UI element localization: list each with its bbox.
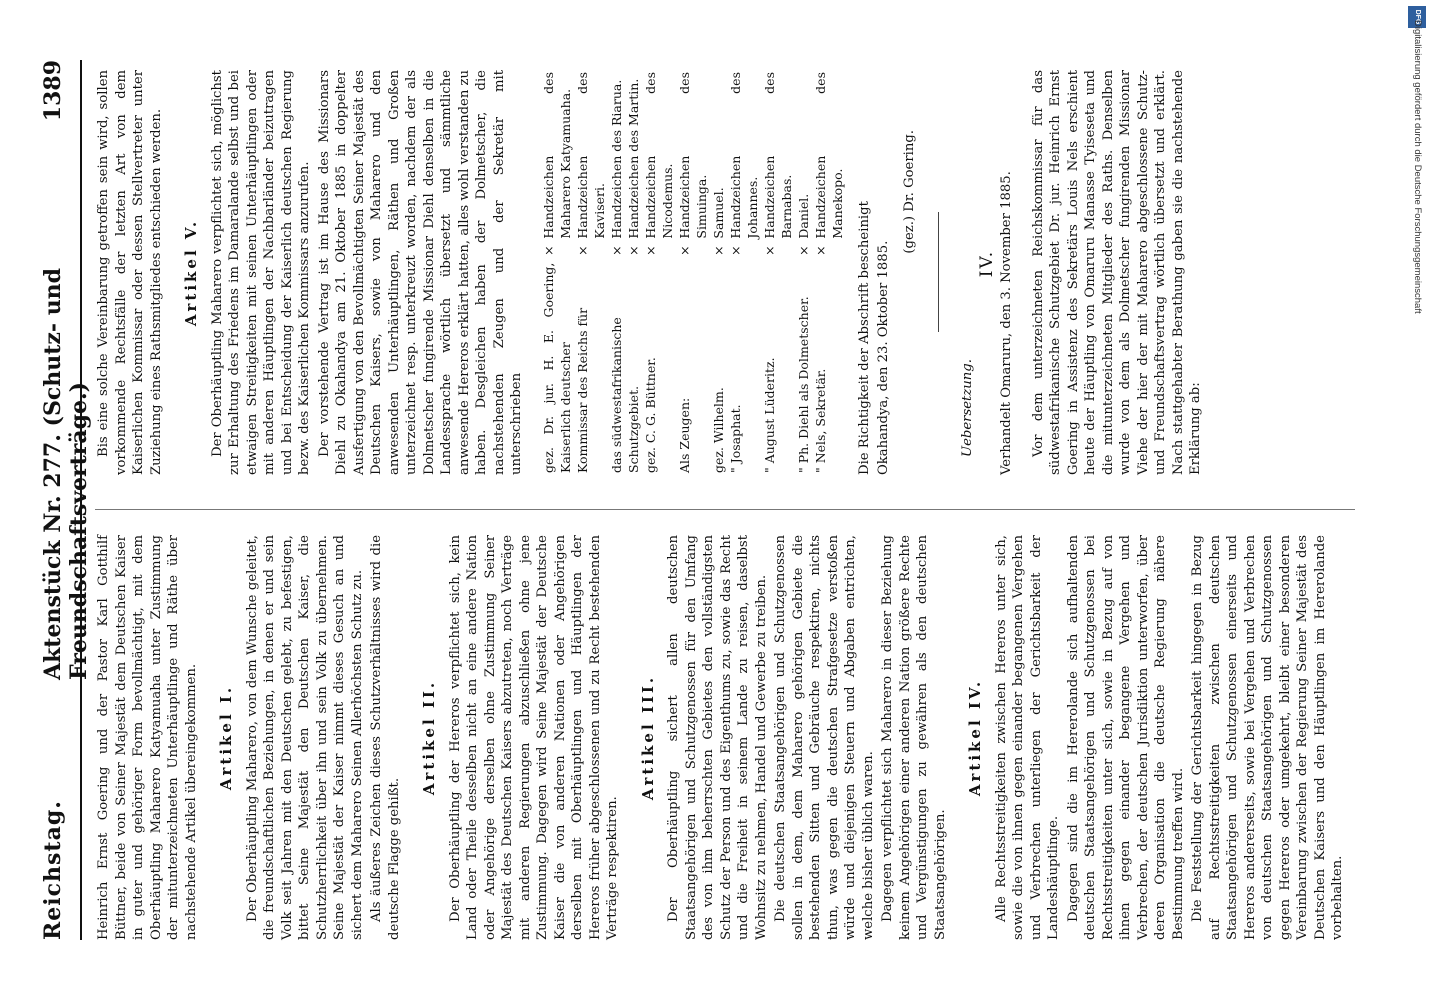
signature-row [676,70,710,475]
digitization-note-text: Digitalisierung gefördert durch die Deutsche Forschungsgemeinschaft [1412,20,1423,314]
article-4-paragraph: Alle Rechtsstreitigkeiten zwischen Hereros unter sich, sowie die von ihnen gegen einander begangenen Vergehen und Verbrechen unterliegen der Gerichtsbarkeit der Landeshäuptlinge. [993,535,1061,940]
cross-mark: × [676,245,692,256]
right-column [95,70,1207,475]
signatory-right: Handzeichen des Riarua. [608,79,624,239]
article-3-title: Artikel III. [638,674,657,801]
cross-mark: × [540,245,556,256]
column-divider [95,509,1355,510]
signatory-left: Schutzgebiet. [625,385,641,473]
article-3-paragraph: Dagegen verpflichtet sich Maharero in dieser Beziehung keinem Angehörigen einer anderen Nation größere Rechte und Vergünstigungen zu gewähren als den deutschen Staatsangehörigen. [880,535,948,940]
cross-mark: × [812,245,828,256]
article-1-paragraph: Der Oberhäuptling Maharero, von dem Wunsche geleitet, die freundschaftlichen Beziehungen, in denen er und sein Volk seit Jahren mit den Deutschen gelebt, zu befestigen, bittet Seine Majestät den Deutschen Kaiser, die Schutzherrlichkeit über ihn und sein Volk zu übernehmen. Seine Majestät der Kaiser nimmt dieses Gesuch an und sichert dem Maharero Seinen Allerhöchsten Schutz zu. [244,535,365,940]
article-5-paragraph: Der Oberhäuptling Maharero verpflichtet sich, möglichst zur Erhaltung des Friedens im Damaralande selbst und bei etwaigen Streitigkeiten mit seinen Unterhäuptlingen oder mit anderen Häuptlingen der Nachbarländer beizutragen und bei Entscheidung der Kaiserlich deutschen Regierung bezw. des Kaiserlichen Kommissars anzurufen. [209,70,312,475]
header-document-number: Aktenstück Nr. 277. [40,434,66,680]
intro-paragraph: Heinrich Ernst Goering und der Pastor Karl Gotthilf Büttner, beide von Seiner Majestät dem Deutschen Kaiser in guter und gehöriger Form bevollmächtigt, mit dem Oberhäuptling Maharero Katyamuaha unter Zustimmung der mitunterzeichneten Unterhäuptlinge und Räthe über nachstehende Artikel übereingekommen. [96,535,199,940]
signatory-left: gez. C. G. Büttner. [642,357,658,473]
signatory-right: Handzeichen des Kaviseri. [574,72,607,239]
section-iv-number: IV. [976,249,997,278]
certification-signature: (gez.) Dr. Goering. [901,130,917,254]
article-4-paragraph: Die Feststellung der Gerichtsbarkeit hingegen in Bezug auf Rechtsstreitigkeiten zwischen deutschen Staatsangehörigen und Schutzgenossen einerseits und Hereros andererseits, sowie bei Vergehen und Verbrechen von deutschen Staatsangehörigen und Schutzgenossen gegen Hereros oder umgekehrt, bleibt einer besonderen Vereinbarung zwischen der Regierung Seiner Majestät des Deutschen Kaisers und den Häuptlingen im Hererolande vorbehalten. [1190,535,1345,940]
signatory-right: Daniel. [795,193,811,239]
section-iv-paragraph: Vor dem unterzeichneten Reichskommissar für das südwestafrikanische Schutzgebiet Dr. jur. Heinrich Ernst Goering in Assistenz des Sekretärs Louis Nels erschient heute der Häuptling von Omaruru Manasse Tyiseseta und die mitunterzeichneten Mitglieder des Raths. Denselben wurde von dem als Dolmetscher fungirenden Missionar Viehe der hier der mit Maharero abgeschlossene Schutz- und Freundschaftsvertrag wörtlich übersetzt und erklärt. Nach stattgehabter Berathung gaben sie die nachstehende Erklärung ab: [1030,70,1203,475]
cross-mark: × [574,245,590,256]
dfg-logo-text: DFG [1414,9,1421,25]
signatory-right: Handzeichen des Barnabas. [761,72,794,239]
article-2-title: Artikel II. [420,679,438,796]
left-column [95,535,1349,940]
signature-row [812,70,846,475]
signatory-left: " August Lüderitz. [761,357,777,473]
signatory-left: das südwestafrikanische [608,317,624,473]
signatory-left: gez. Wilhelm. [710,387,726,473]
signature-row [727,70,761,475]
article-4-title: Artikel IV. [966,678,984,797]
header-middle [40,60,92,680]
signatory-right: Handzeichen des Simuinga. [676,72,709,239]
cross-mark: × [710,245,726,256]
signatory-right: Handzeichen des Nicodemus. [642,72,675,239]
section-divider [938,213,939,333]
article-3-paragraph: Die deutschen Staatsangehörigen und Schutzgenossen sollen in dem, dem Maharero gehörigen Gebiete die bestehenden Sitten und Gebräuche respektiren, nichts thun, was gegen die deutschen Strafgesetze verstoßen würde und diejenigen Steuern und Abgaben entrichten, welche bisher üblich waren. [773,535,876,940]
signature-row [574,70,608,475]
cross-mark: × [642,245,658,256]
signatory-left: " Ph. Diehl als Dolmetscher. [795,296,811,473]
article-5-paragraph: Der vorstehende Vertrag ist im Hause des Missionars Diehl zu Okahandya am 21. Oktober 1885 in doppelter Ausfertigung von den Bevollmächtigten Seiner Majestät des Deutschen Kaisers, sowie von Maharero und den anwesenden Unterhäuptlingen, Räthen und Großen unterzeichnet resp. unterkreuzt worden, nachdem der als Dolmetscher fungirende Missionar Diehl denselben in die Landessprache wörtlich übersetzt und sämmtliche anwesende Hereros erklärt hatten, alles wohl verstanden zu haben. Desgleichen haben der Dolmetscher, die nachstehenden Zeugen und der Sekretär mit unterschrieben [316,70,524,475]
article-3-paragraph: Der Oberhäuptling sichert allen deutschen Staatsangehörigen und Schutzgenossen für den Umfang des von ihm beherrschten Gebietes den vollständigsten Schutz der Person und des Eigenthums zu, sowie das Recht und die Freiheit in seinem Lande zu reisen, daselbst Wohnsitz zu nehmen, Handel und Gewerbe zu treiben. [666,535,769,940]
signatory-right: Handzeichen des Johannes. [727,72,760,239]
article-4-paragraph: Dagegen sind die im Hererolande sich aufhaltenden deutschen Staatsangehörigen und Schutzgenossen bei Rechtsstreitigkeiten unter sich, sowie in Bezug auf von ihnen gegen einander begangene Vergehen und Verbrechen, der deutschen Jurisdiktion unterworfen, über deren Organisation die deutsche Regierung nähere Bestimmung treffen wird. [1065,535,1186,940]
page-number: 1389 [40,60,66,122]
digitization-note [1408,20,1426,980]
cross-mark: × [727,245,743,256]
signatory-right: Samuel. [710,187,726,239]
continuation-paragraph: Bis eine solche Vereinbarung getroffen sein wird, sollen vorkommende Rechtsfälle der letzten Art von dem Kaiserlichen Kommissar oder dessen Stellvertreter unter Zuziehung eines Rathsmitgliedes entschieden werden. [96,70,164,475]
signature-row [710,70,727,475]
header-left: Reichstag. [40,800,66,940]
signature-row [642,70,676,475]
article-5-title: Artikel V. [182,218,200,327]
certification-text: Die Richtigkeit der Abschrift bescheinigt [856,201,872,475]
cross-mark: × [608,245,624,256]
signatory-left: Kommissar des Reichs für [574,307,590,473]
verhandelt-line: Verhandelt Omaruru, den 3. November 1885. [999,171,1014,475]
signature-row [795,70,812,475]
signatory-left: " Josaphat. [727,404,743,473]
header-document-title: (Schutz- und Freundschaftsverträge.) [40,267,92,680]
article-1-title: Artikel I. [217,684,235,791]
signatory-left: " Nels, Sekretär. [812,368,828,473]
cross-mark: × [625,245,641,256]
article-2-paragraph: Der Oberhäuptling der Hereros verpflichtet sich, kein Land oder Theile desselben nicht an eine andere Nation oder Angehörige derselben ohne Zustimmung Seiner Majestät des Deutschen Kaisers abzutreten, noch Verträge mit anderen Regierungen abzuschließen ohne jene Zustimmung. Dagegen wird Seine Majestät der Deutsche Kaiser die von anderen Nationen oder Angehörigen derselben mit Oberhäuptlingen und Häuptlingen der Hereros früher abgeschlossenen und zu Recht bestehenden Verträge respektiren. [447,535,620,940]
article-1-paragraph: Als äußeres Zeichen dieses Schutzverhältnisses wird die deutsche Flagge gehißt. [369,535,402,940]
signature-row [625,70,642,475]
signatory-left: gez. Dr. jur. H. E. Goering, Kaiserlich deutscher [540,262,573,473]
signature-table [540,70,846,475]
signatory-right: Handzeichen des Martin. [625,78,641,239]
signatory-right: Handzeichen des Manekopo. [812,72,845,239]
translation-label: Uebersetzung. [960,359,975,457]
signature-row [540,70,574,475]
certification-place-date: Okahandya, den 23. Oktober 1885. [876,240,891,475]
signatory-right: Handzeichen des Maharero Katyamuaha. [540,72,573,239]
cross-mark: × [761,245,777,256]
signatory-left: Als Zeugen: [676,397,692,473]
cross-mark: × [795,245,811,256]
signature-row [608,70,625,475]
page-header [20,60,92,940]
signature-row [761,70,795,475]
